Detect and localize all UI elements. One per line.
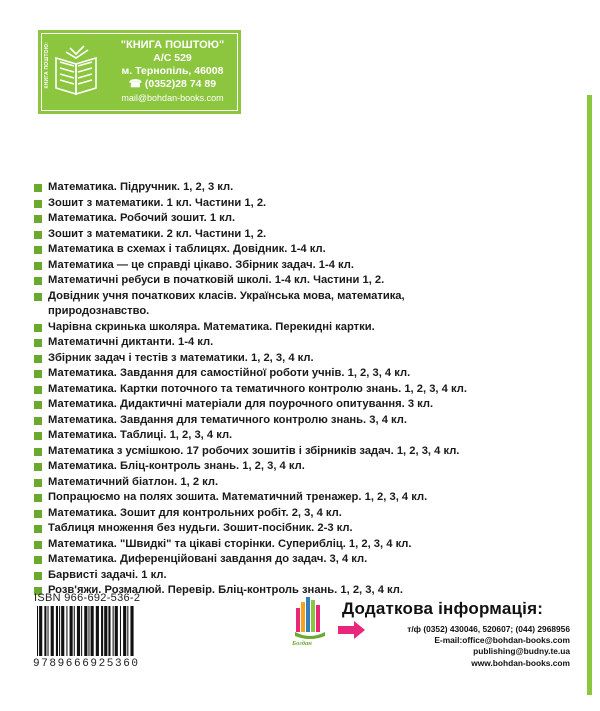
info-email: E-mail:office@bohdan-books.com (434, 635, 570, 646)
book-list-item (34, 366, 574, 382)
barcode-bar (115, 606, 118, 656)
book-title: Барвисті задачі. 1 кл. (48, 568, 167, 581)
publisher-logo-icon (293, 594, 327, 640)
green-square-bullet-icon (34, 479, 42, 487)
barcode-bar (39, 606, 42, 656)
green-square-bullet-icon (34, 262, 42, 270)
green-square-bullet-icon (34, 432, 42, 440)
book-list-item (34, 397, 574, 413)
book-list-item (34, 258, 574, 274)
book-title: Розв'яжи. Розмалюй. Перевір. Бліц-контроль знань. 1, 2, 3, 4 кл. (48, 584, 403, 596)
barcode-bar (44, 606, 46, 656)
book-list-item (34, 227, 574, 243)
book-title: Математичні ребуси в початковій школі. 1-4 кл. Частини 1, 2. (48, 274, 385, 286)
green-square-bullet-icon (34, 401, 42, 409)
info-website: www.bohdan-books.com (471, 657, 570, 668)
mail-order-phone: ☎ (0352)28 74 89 (128, 78, 217, 90)
book-list-item (34, 413, 574, 429)
book-title: Зошит з математики. 2 кл. Частини 1, 2. (48, 227, 267, 240)
side-stripe (587, 95, 592, 695)
green-square-bullet-icon (34, 525, 42, 533)
book-title: Збірник задач і тестів з математики. 1, 2, 3, 4 кл. (48, 351, 314, 364)
barcode-bar (127, 606, 128, 656)
open-book-icon (48, 44, 106, 100)
book-list-item (34, 242, 574, 258)
barcode-bar (120, 606, 121, 656)
green-square-bullet-icon (34, 339, 42, 347)
barcode-bar (84, 606, 87, 656)
book-title: Попрацюємо на полях зошита. Математичний тренажер. 1, 2, 3, 4 кл. (48, 491, 428, 503)
book-title: Математика. Робочий зошит. 1 кл. (48, 212, 236, 224)
barcode-bar (37, 606, 38, 656)
mail-order-inner (41, 33, 238, 111)
book-title: Математика. Завдання для тематичного контролю знань. 3, 4 кл. (48, 413, 407, 426)
barcode-bar (48, 606, 49, 656)
barcode-bar (101, 606, 103, 656)
book-list-item (34, 180, 574, 196)
green-square-bullet-icon (34, 463, 42, 471)
green-square-bullet-icon (34, 231, 42, 239)
mail-order-vertical-text: КНИГА ПОШТОЮ: (44, 42, 50, 89)
green-square-bullet-icon (34, 541, 42, 549)
barcode-bar (108, 606, 110, 656)
book-title: Математика. Бліц-контроль знань. 1, 2, 3, 4 кл. (48, 460, 305, 472)
book-title: Математика. Завдання для самостійної роботи учнів. 1, 2, 3, 4 кл. (48, 367, 411, 379)
book-title: Математика. Диференційовані завдання до задач. 3, 4 кл. (48, 553, 368, 565)
book-list-item (34, 568, 574, 584)
green-square-bullet-icon (34, 417, 42, 425)
barcode-bar (74, 606, 75, 656)
green-square-bullet-icon (34, 215, 42, 223)
book-title: Математика. Дидактичні матеріали для поурочного опитування. 3 кл. (48, 398, 434, 410)
mail-order-po-box: А/С 529 (153, 52, 192, 64)
green-square-bullet-icon (34, 355, 42, 363)
barcode-bar (81, 606, 82, 656)
book-title: Довідник учня початкових класів. Українська мова, математика, природознавство. (48, 289, 405, 317)
book-title: Математичні диктанти. 1-4 кл. (48, 336, 214, 348)
book-list-item (34, 459, 574, 475)
green-square-bullet-icon (34, 246, 42, 254)
book-title: Математичний біатлон. 1, 2 кл. (48, 475, 219, 488)
book-list-item (34, 211, 574, 227)
book-title: Математика. Таблиці. 1, 2, 3, 4 кл. (48, 429, 233, 441)
book-title: Математика — це справді цікаво. Збірник задач. 1-4 кл. (48, 258, 355, 271)
green-square-bullet-icon (34, 293, 42, 301)
mail-order-box (38, 30, 241, 114)
green-square-bullet-icon (34, 572, 42, 580)
book-list-item (34, 521, 574, 537)
additional-info-lines (407, 624, 570, 669)
info-email-2: publishing@budny.te.ua (473, 646, 570, 657)
book-title: Математика. "Швидкі" та цікаві сторінки. Суперибліц. 1, 2, 3, 4 кл. (48, 537, 412, 550)
book-list-item (34, 444, 574, 460)
green-square-bullet-icon (34, 370, 42, 378)
book-list-item (34, 289, 574, 320)
book-title: Математика. Картки поточного та тематичного контролю знань. 1, 2, 3, 4 кл. (48, 382, 467, 395)
barcode-bar (113, 606, 114, 656)
book-list-item (34, 475, 574, 491)
mail-order-address (112, 39, 233, 105)
info-phones: т/ф (0352) 430046, 520607; (044) 2968956 (407, 624, 570, 634)
barcode (35, 606, 225, 656)
book-list-item (34, 552, 574, 568)
book-list-item (34, 351, 574, 367)
book-title: Зошит з математики. 1 кл. Частини 1, 2. (48, 196, 267, 209)
barcode-bar (51, 606, 54, 656)
publisher-name: Богдан (292, 640, 312, 647)
book-list-item (34, 537, 574, 553)
green-square-bullet-icon (34, 556, 42, 564)
book-list-item (34, 382, 574, 398)
book-list-item (34, 506, 574, 522)
green-square-bullet-icon (34, 510, 42, 518)
barcode-bar (130, 606, 133, 656)
book-title: Чарівна скринька школяра. Математика. Перекидні картки. (48, 320, 375, 333)
barcode-bar (61, 606, 64, 656)
additional-info-title: Додаткова інформація: (342, 599, 544, 618)
book-title: Математика в схемах і таблицях. Довідник. 1-4 кл. (48, 243, 326, 255)
book-list (34, 180, 574, 599)
barcode-bar (59, 606, 60, 656)
book-title: Математика. Зошит для контрольних робіт. 2, 3, 4 кл. (48, 506, 342, 519)
green-square-bullet-icon (34, 386, 42, 394)
book-list-item (34, 428, 574, 444)
book-title: Математика. Підручник. 1, 2, 3 кл. (48, 181, 234, 193)
mail-order-city: м. Тернопіль, 46008 (121, 65, 224, 77)
barcode-bar (70, 606, 73, 656)
book-list-item (34, 490, 574, 506)
mail-order-title: "КНИГА ПОШТОЮ" (120, 39, 225, 51)
barcode-bar (88, 606, 89, 656)
barcode-bar (104, 606, 107, 656)
book-title: Таблиця множення без нудьги. Зошит-посібник. 2-3 кл. (48, 522, 353, 534)
green-square-bullet-icon (34, 324, 42, 332)
barcode-bar (56, 606, 58, 656)
green-square-bullet-icon (34, 448, 42, 456)
green-square-bullet-icon (34, 277, 42, 285)
book-list-item (34, 273, 574, 289)
barcode-bar (123, 606, 126, 656)
green-square-bullet-icon (34, 494, 42, 502)
book-list-item (34, 335, 574, 351)
isbn: ISBN 966-692-536-2 (34, 592, 141, 604)
barcode-bar (91, 606, 94, 656)
book-title: Математика з усмішкою. 17 робочих зошитів і збірників задач. 1, 2, 3, 4 кл. (48, 444, 460, 457)
barcode-digits: 9789666925360 (33, 658, 140, 670)
barcode-bar (66, 606, 67, 656)
mail-order-email: mail@bohdan-books.com (121, 93, 224, 103)
green-square-bullet-icon (34, 200, 42, 208)
book-list-item (34, 196, 574, 212)
arrow-right-icon (336, 620, 366, 640)
book-list-item (34, 320, 574, 336)
green-square-bullet-icon (34, 184, 42, 192)
barcode-bar (77, 606, 80, 656)
barcode-bar (96, 606, 99, 656)
